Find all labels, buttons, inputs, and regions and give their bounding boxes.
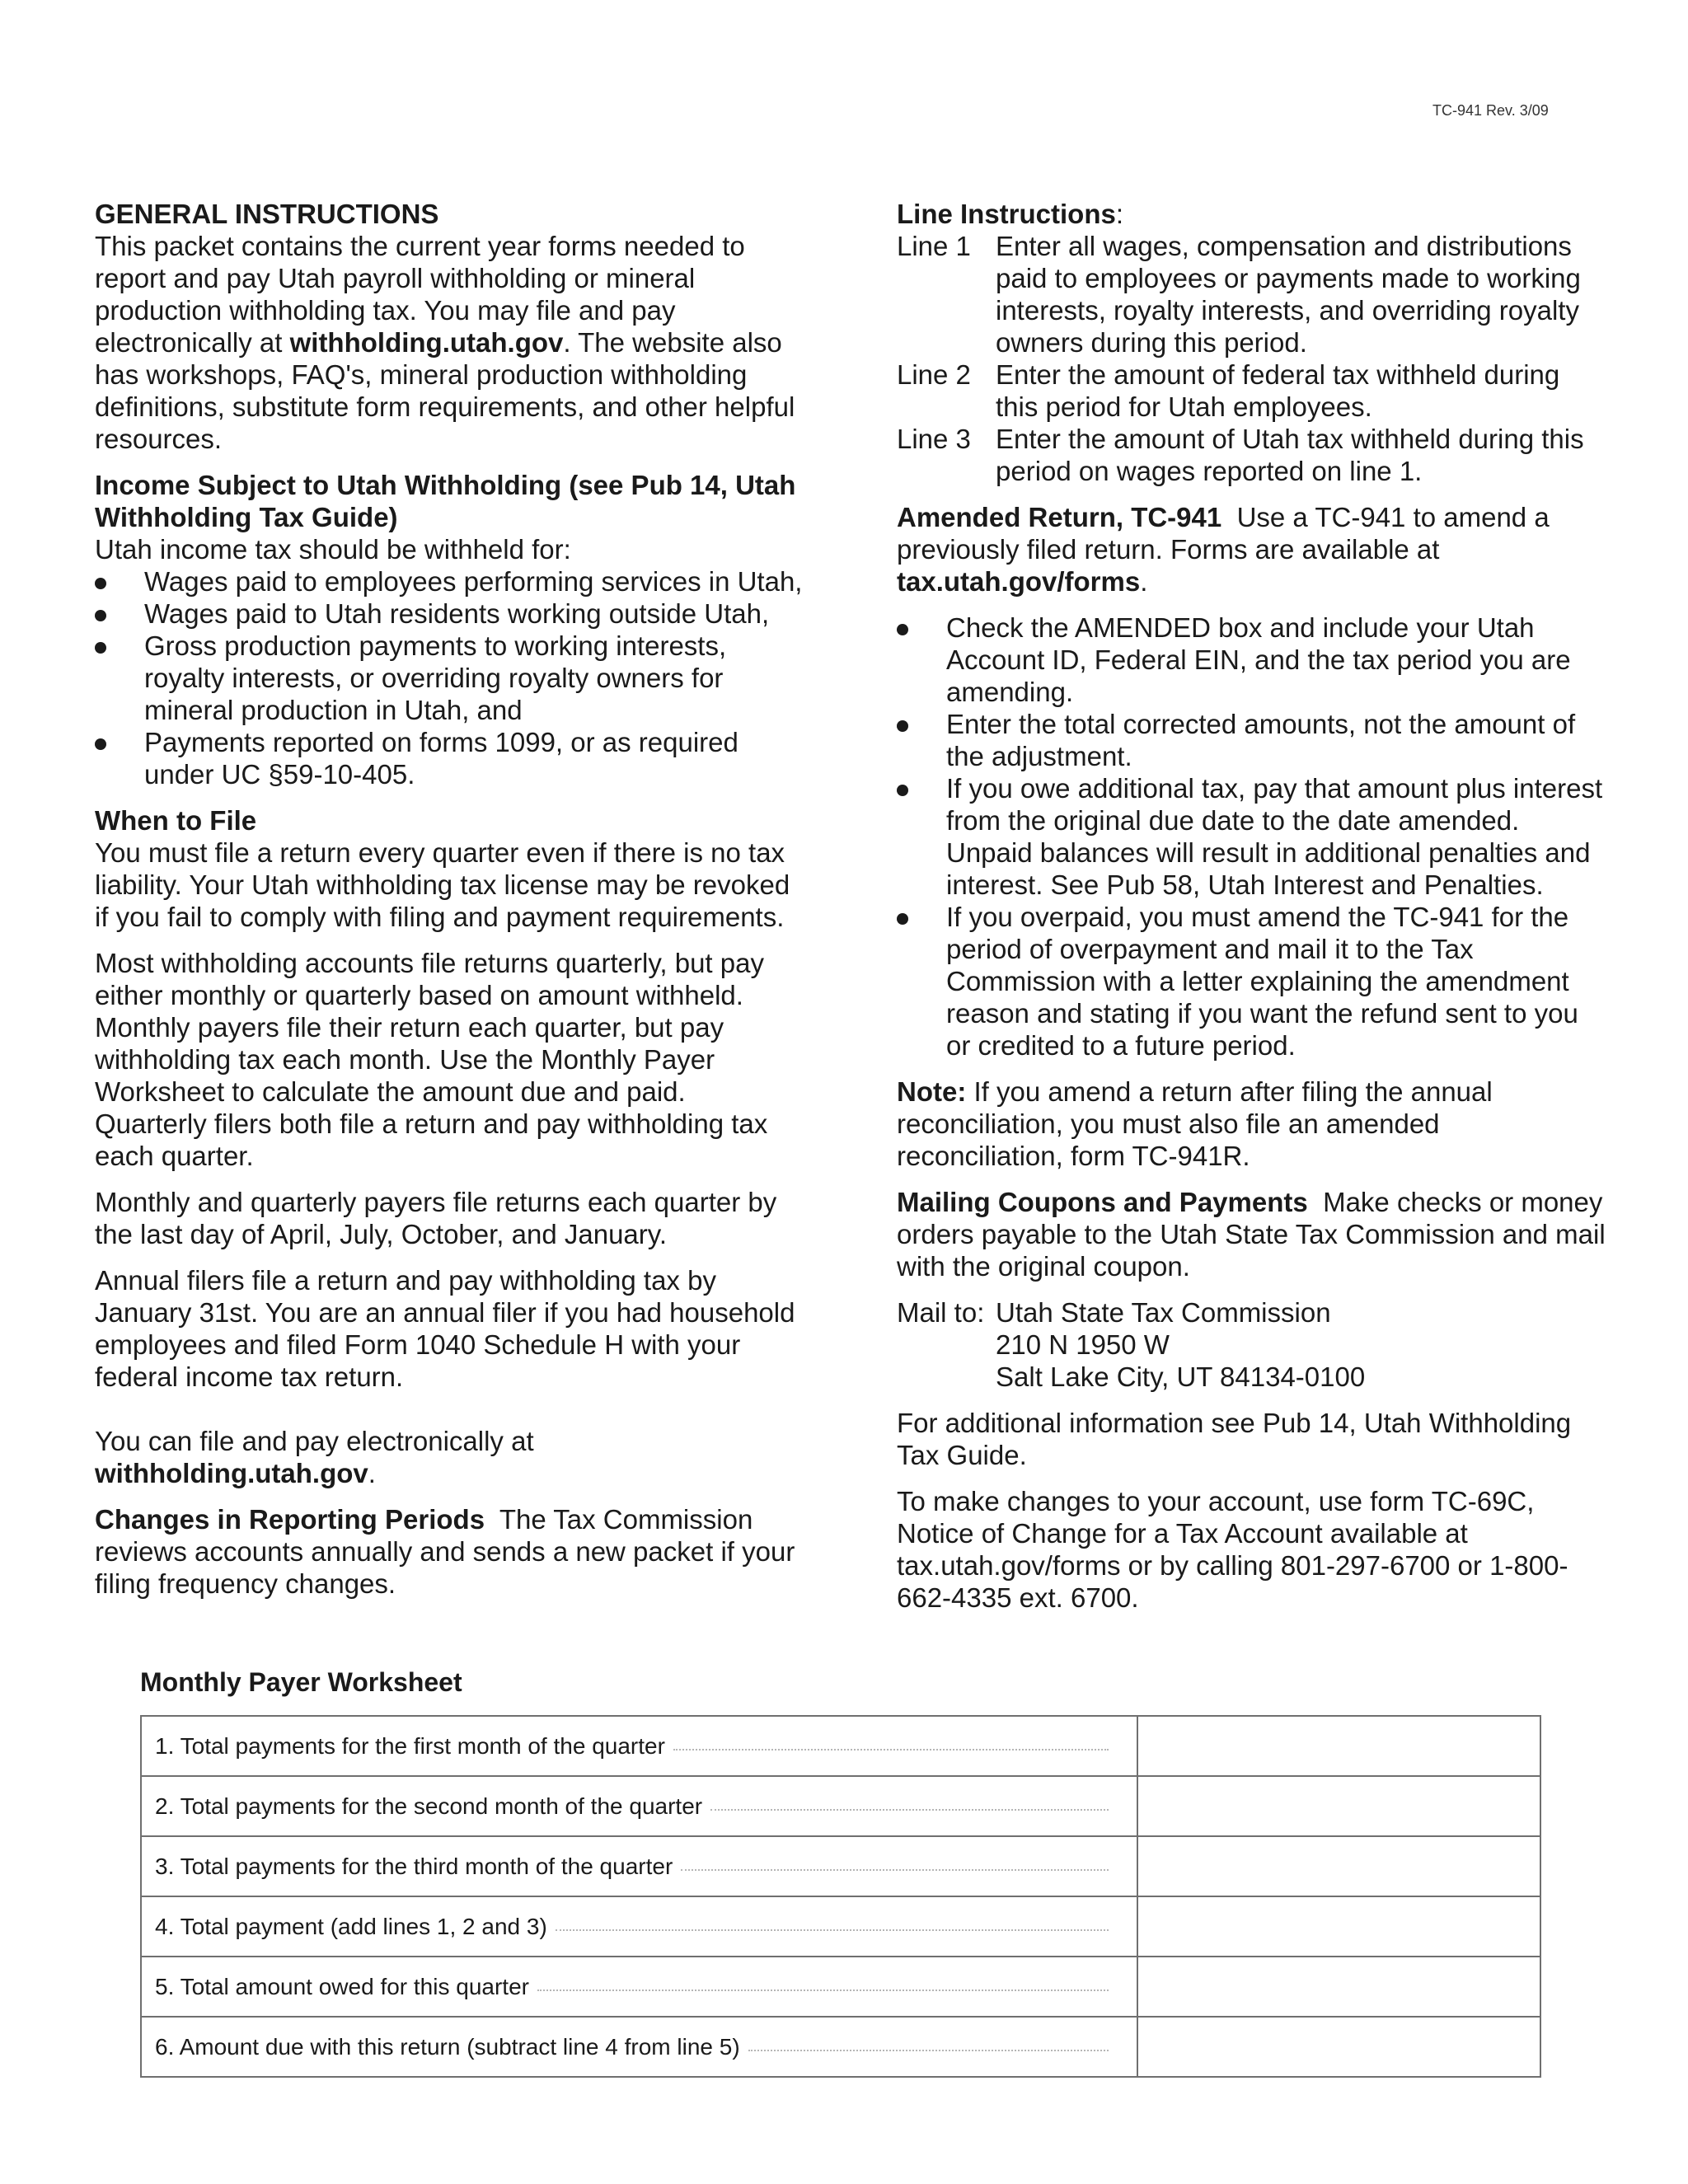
right-column: [897, 198, 1606, 1628]
line-instruction-3: Line 3 Enter the amount of Utah tax withheld during this period on wages reported on line 1.: [897, 424, 1584, 486]
mailing-section: [897, 1186, 1606, 1282]
general-instructions-section: [95, 198, 804, 455]
withholding-link-2[interactable]: withholding.utah.gov: [95, 1458, 368, 1488]
table-row: [141, 1776, 1540, 1836]
worksheet-row-label: 3. Total payments for the third month of the quarter: [155, 1853, 673, 1879]
monthly-payer-worksheet: [140, 1715, 1541, 2078]
worksheet-amount-field-3[interactable]: [1137, 1836, 1540, 1896]
tax-forms-link[interactable]: tax.utah.gov/forms: [897, 566, 1141, 597]
income-bullet-list: [95, 565, 804, 790]
list-item: Payments reported on forms 1099, or as required under UC §59-10-405.: [95, 726, 804, 790]
withholding-link[interactable]: withholding.utah.gov: [289, 327, 564, 358]
worksheet-row-label: 2. Total payments for the second month of the quarter: [155, 1793, 703, 1819]
mailing-text: Make checks or money orders payable to the Utah State Tax Commission and mail with the original coupon.: [897, 1187, 1606, 1282]
income-subject-section: [95, 469, 804, 790]
note-text: If you amend a return after filing the annual reconciliation, you must also file an amended reconciliation, form TC-941R.: [897, 1076, 1493, 1171]
table-row: [141, 1896, 1540, 1957]
when-to-file-heading: When to File: [95, 805, 257, 836]
worksheet-amount-field-6[interactable]: [1137, 2017, 1540, 2077]
mail-to-label: Mail to:: [897, 1297, 985, 1328]
table-row: [141, 1716, 1540, 1776]
worksheet-amount-field-4[interactable]: [1137, 1896, 1540, 1957]
account-changes-text: To make changes to your account, use form TC-69C, Notice of Change for a Tax Account available at tax.utah.gov/forms or by calling 801-297-6700 or 1-800-662-4335 ext. 6700.: [897, 1486, 1568, 1613]
income-subject-intro: Utah income tax should be withheld for:: [95, 534, 571, 565]
table-row: [141, 1957, 1540, 2017]
form-id: TC-941 Rev. 3/09: [1432, 102, 1549, 119]
worksheet-row-label: 1. Total payments for the first month of the quarter: [155, 1732, 665, 1759]
worksheet-row-label: 5. Total amount owed for this quarter: [155, 1973, 529, 1999]
when-to-file-p1: You must file a return every quarter even if there is no tax liability. Your Utah withholding tax license may be revoked if you fail to comply with filing and payment requirements.: [95, 837, 790, 932]
list-item: Wages paid to Utah residents working outside Utah,: [95, 598, 804, 630]
line-instructions-section: Line Instructions: Line 1 Enter all wages, compensation and distributions paid to employees or payments made to working interests, royalty interests, and overriding royalty owners during this period. Line 2 Enter the amount of federal tax withheld during this period for Utah employees. Line 3 Enter the amount of Utah tax withheld during this period on wages reported on line 1.: [897, 198, 1606, 487]
address-line: 210 N 1950 W: [996, 1329, 1170, 1360]
worksheet-row-label: 4. Total payment (add lines 1, 2 and 3): [155, 1913, 547, 1939]
left-column: [95, 198, 804, 1614]
worksheet-title: Monthly Payer Worksheet: [140, 1667, 462, 1697]
when-to-file-p5: You can file and pay electronically at withholding.utah.gov.: [95, 1426, 534, 1488]
amended-return-heading: Amended Return, TC-941: [897, 502, 1222, 532]
worksheet-row-label: 6. Amount due with this return (subtract line 4 from line 5): [155, 2033, 740, 2060]
when-to-file-p2: Most withholding accounts file returns quarterly, but pay either monthly or quarterly based on amount withheld. Monthly payers file their return each quarter, but pay withholding tax each month. Use the Monthly Payer Worksheet to calculate the amount due and paid. Quarterly filers both file a return and pay withholding tax each quarter.: [95, 948, 768, 1171]
line-instruction-2: Line 2 Enter the amount of federal tax withheld during this period for Utah employees.: [897, 359, 1560, 422]
worksheet-amount-field-1[interactable]: [1137, 1716, 1540, 1776]
when-to-file-p3: Monthly and quarterly payers file returns each quarter by the last day of April, July, October, and January.: [95, 1187, 777, 1249]
note-label: Note:: [897, 1076, 967, 1107]
list-item: Gross production payments to working interests, royalty interests, or overriding royalty owners for mineral production in Utah, and: [95, 630, 804, 726]
table-row: [141, 1836, 1540, 1896]
line-instructions-heading: Line Instructions: [897, 199, 1116, 229]
list-item: If you owe additional tax, pay that amount plus interest from the original due date to the date amended. Unpaid balances will result in additional penalties and interest. See Pub 58, Utah Interest and Penalties.: [897, 772, 1606, 901]
address-line: Utah State Tax Commission: [996, 1297, 1331, 1328]
changes-reporting-text: The Tax Commission reviews accounts annually and sends a new packet if your filing frequency changes.: [95, 1504, 795, 1599]
list-item: Enter the total corrected amounts, not the amount of the adjustment.: [897, 708, 1606, 772]
general-instructions-text: This packet contains the current year forms needed to report and pay Utah payroll withholding or mineral production withholding tax. You may file and pay electronically at withholding.utah.gov. The website also has workshops, FAQ's, mineral production withholding definitions, substitute form requirements, and other helpful resources.: [95, 231, 795, 454]
general-instructions-heading: GENERAL INSTRUCTIONS: [95, 199, 439, 229]
line-instruction-1: Line 1 Enter all wages, compensation and distributions paid to employees or payments made to working interests, royalty interests, and overriding royalty owners during this period.: [897, 231, 1581, 358]
worksheet-amount-field-5[interactable]: [1137, 1957, 1540, 2017]
amended-return-section: Amended Return, TC-941 Use a TC-941 to amend a previously filed return. Forms are available at tax.utah.gov/forms.: [897, 502, 1550, 597]
mail-to-address: [897, 1296, 1606, 1393]
list-item: If you overpaid, you must amend the TC-941 for the period of overpayment and mail it to the Tax Commission with a letter explaining the amendment reason and stating if you want the refund sent to you or credited to a future period.: [897, 901, 1606, 1062]
mailing-heading: Mailing Coupons and Payments: [897, 1187, 1308, 1217]
list-item: Wages paid to employees performing services in Utah,: [95, 565, 804, 598]
changes-reporting-heading: Changes in Reporting Periods: [95, 1504, 485, 1535]
note-section: [897, 1076, 1606, 1172]
when-to-file-section: [95, 804, 804, 933]
amended-bullet-list: [897, 612, 1606, 1062]
worksheet-amount-field-2[interactable]: [1137, 1776, 1540, 1836]
list-item: Check the AMENDED box and include your Utah Account ID, Federal EIN, and the tax period you are amending.: [897, 612, 1606, 708]
when-to-file-p4: Annual filers file a return and pay withholding tax by January 31st. You are an annual filer if you had household employees and filed Form 1040 Schedule H with your federal income tax return.: [95, 1265, 795, 1392]
changes-reporting-section: [95, 1503, 804, 1600]
income-subject-heading: Income Subject to Utah Withholding (see Pub 14, Utah Withholding Tax Guide): [95, 470, 796, 532]
table-row: [141, 2017, 1540, 2077]
address-line: Salt Lake City, UT 84134-0100: [996, 1361, 1366, 1392]
additional-info-text: For additional information see Pub 14, Utah Withholding Tax Guide.: [897, 1408, 1572, 1470]
